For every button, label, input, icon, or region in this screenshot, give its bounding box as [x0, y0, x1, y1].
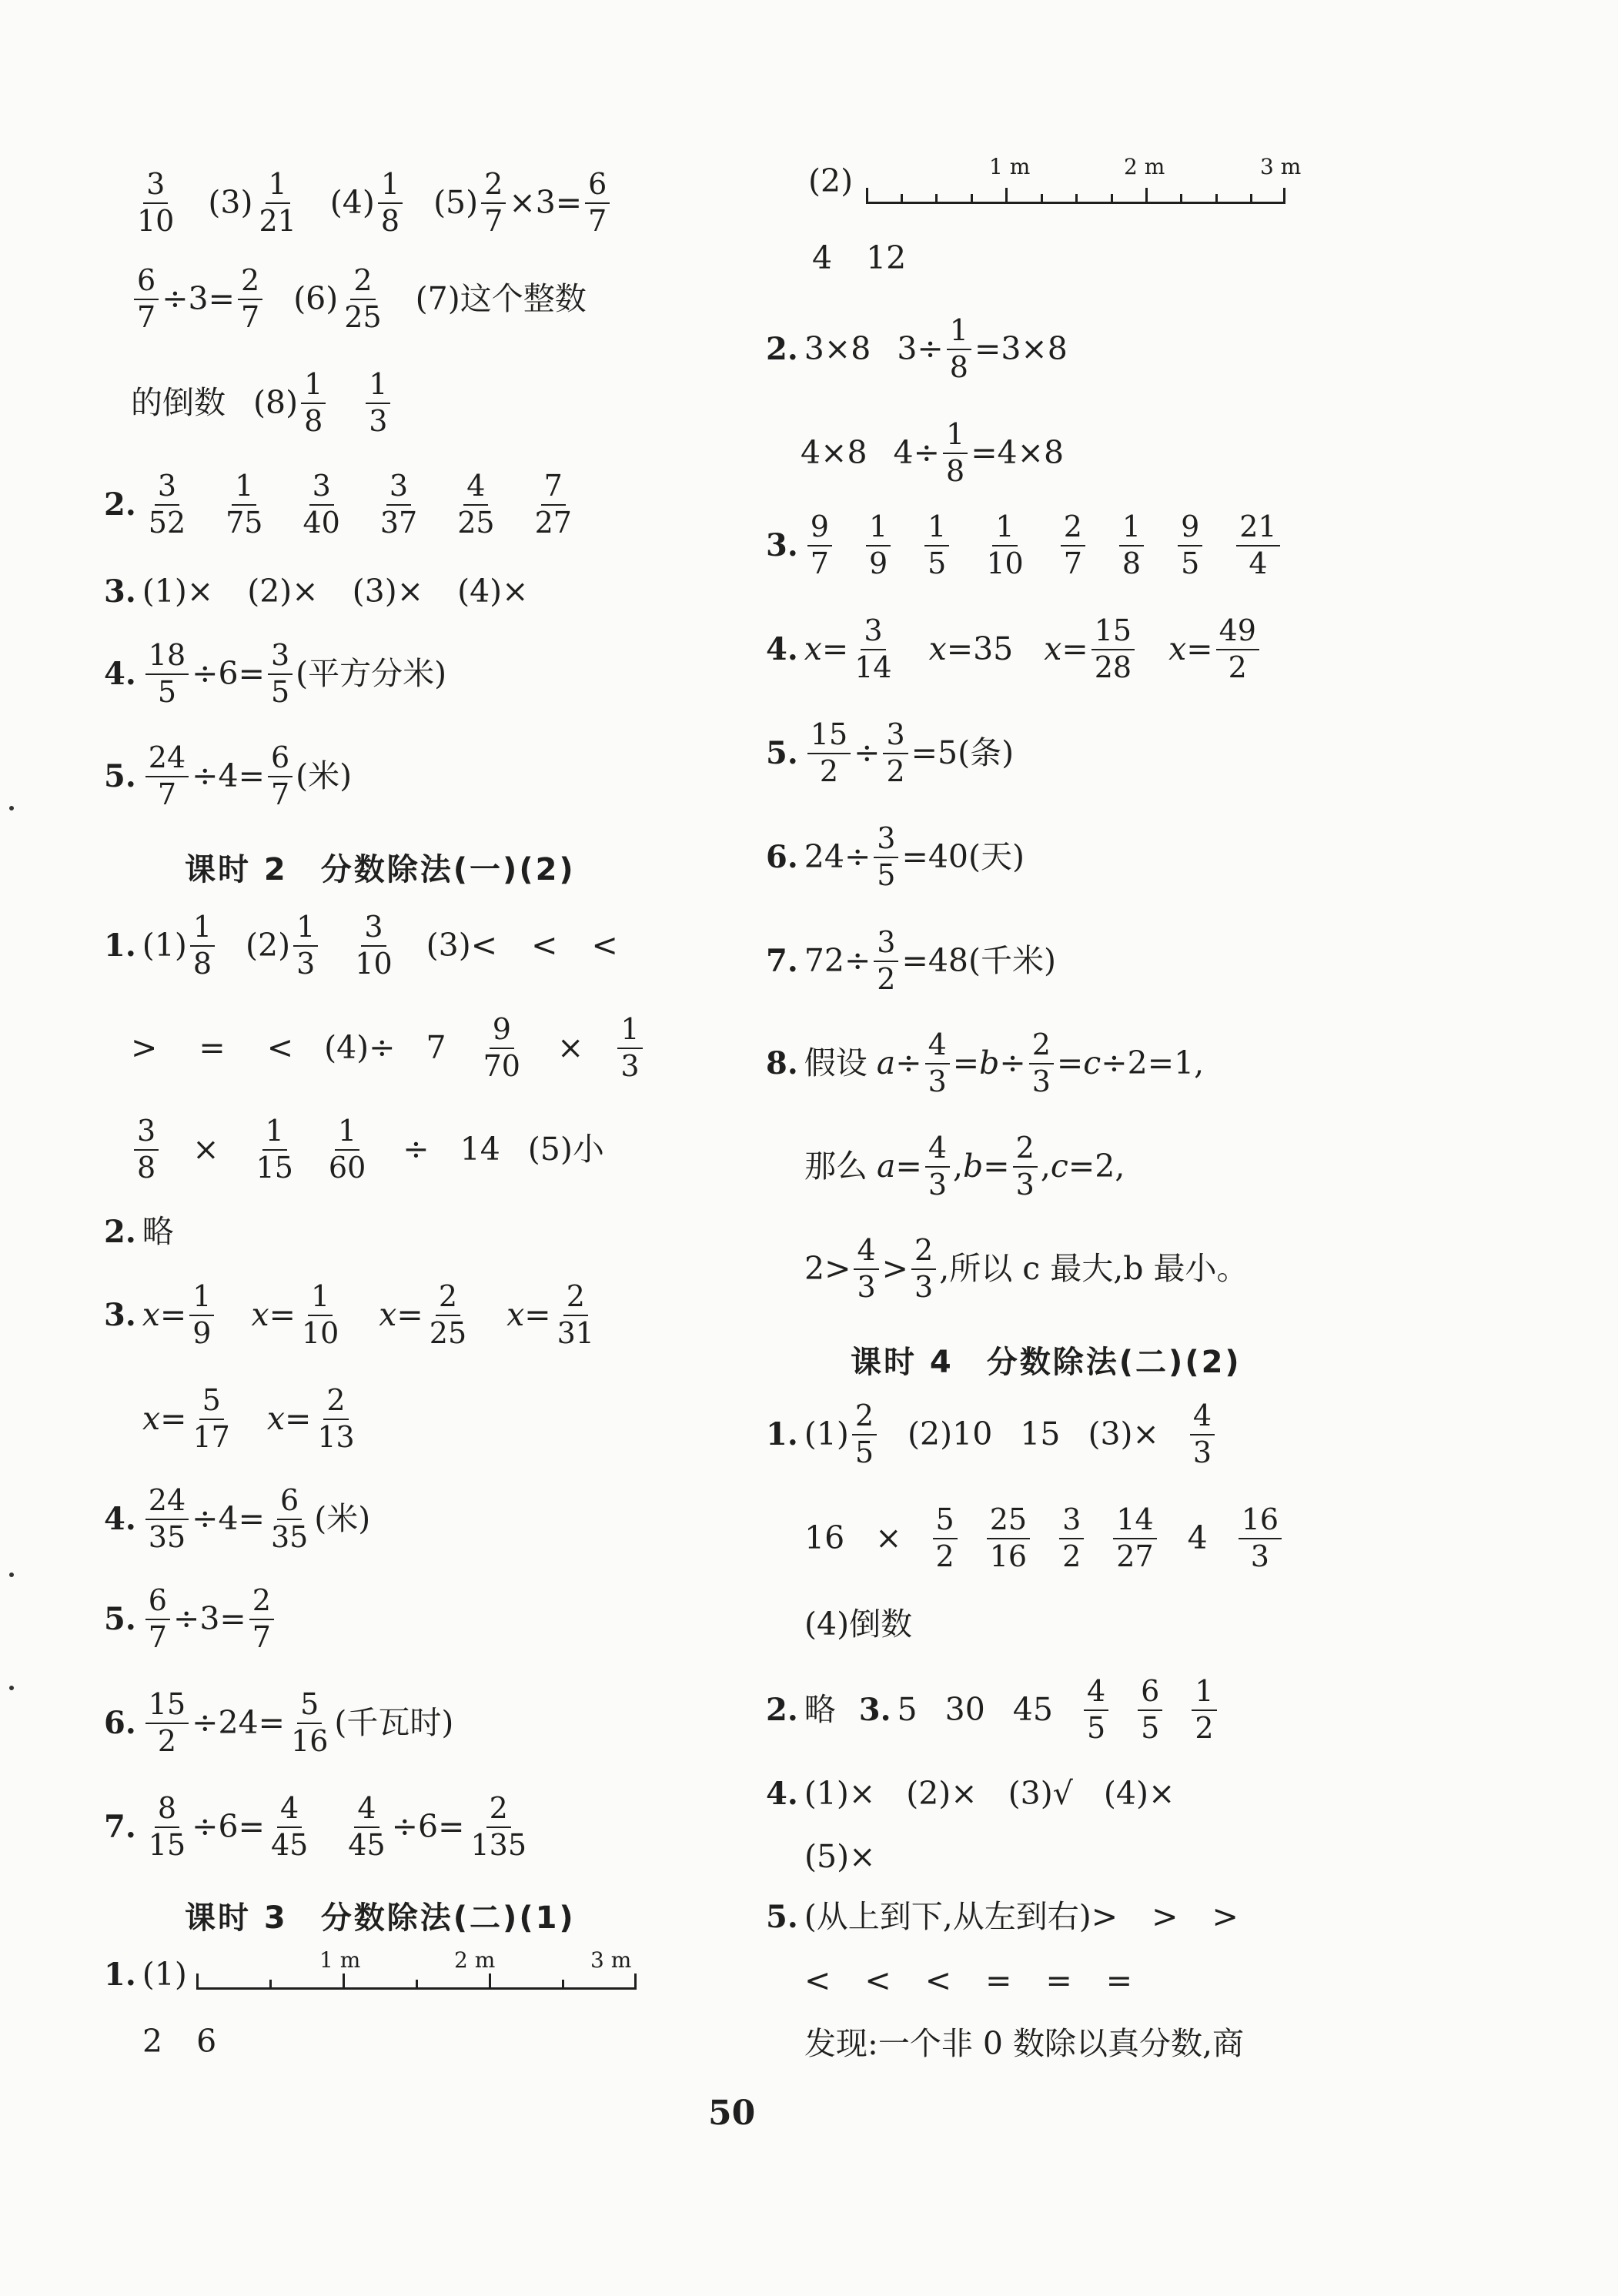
fraction: $\frac{5}{17}$	[192, 1383, 230, 1454]
answer-line: 16 × $\frac{5}{2}$ $\frac{25}{16}$ $\frac{3}{2}$ $\frac{14}{27}$ 4 $\frac{16}{3}$	[804, 1505, 1285, 1572]
fraction: $\frac{3}{14}$	[854, 613, 892, 684]
page-number: 50	[708, 2094, 756, 2133]
fraction: $\frac{1}{21}$	[259, 167, 296, 238]
fraction: $\frac{6}{7}$	[585, 169, 610, 237]
answer-line: 5. $\frac{6}{7}$ ÷ 3 = $\frac{2}{7}$	[104, 1586, 277, 1653]
answer-line: (5) ×	[804, 1838, 876, 1875]
answer-line: > = < (4) ÷ 7 $\frac{9}{70}$ × $\frac{1}{3}$	[131, 1014, 646, 1082]
answer-line: 6. $\frac{15}{2}$ ÷ 24 = $\frac{5}{16}$ (千瓦时)	[104, 1687, 454, 1758]
answer-line: 5. (从上到下,从左到右) > > >	[766, 1898, 1239, 1935]
fraction: $\frac{3}{5}$	[874, 824, 898, 891]
fraction: $\frac{1}{9}$	[189, 1282, 214, 1349]
answer-line: 4 × 8 4 ÷ $\frac{1}{8}$ = 4 × 8	[801, 417, 1065, 488]
section-heading: 课时 4 分数除法(二)(2)	[851, 1345, 1242, 1380]
fraction: $\frac{1}{60}$	[328, 1114, 366, 1185]
print-speck	[9, 806, 14, 810]
answer-line: 1. (1) $\frac{2}{5}$ (2) 10 15 (3) × $\frac{4}{3}$	[766, 1401, 1218, 1469]
answer-line: 1. (1) $\frac{1}{8}$ (2) $\frac{1}{3}$ $\frac{3}{10}$ (3) < < <	[104, 910, 618, 981]
answer-line: 那么 a = $\frac{4}{3}$ , b = $\frac{2}{3}$ , c = 2 ,	[804, 1131, 1125, 1201]
fraction: $\frac{4}{25}$	[457, 469, 495, 540]
fraction: $\frac{1}{3}$	[366, 369, 390, 437]
section-heading: 课时 2 分数除法(一)(2)	[185, 852, 576, 887]
answer-line: 的倒数 (8) $\frac{1}{8}$ $\frac{1}{3}$	[131, 369, 393, 437]
fraction: $\frac{2}{3}$	[1029, 1030, 1054, 1098]
fraction: $\frac{4}{5}$	[1084, 1676, 1108, 1744]
answer-line: 8. 假设 a ÷ $\frac{4}{3}$ = b ÷ $\frac{2}{3}$ = c ÷ 2 = 1 ,	[766, 1028, 1205, 1098]
answer-line: (4)倒数	[804, 1606, 913, 1643]
print-speck	[9, 1686, 14, 1690]
ruler: 1 m 2 m 3 m	[196, 1947, 639, 2001]
fraction: $\frac{18}{5}$	[145, 640, 189, 708]
answer-line: 5. $\frac{24}{7}$ ÷ 4 = $\frac{6}{7}$ (米)	[104, 740, 353, 811]
fraction: $\frac{2}{7}$	[238, 266, 262, 333]
fraction: $\frac{1}{8}$	[378, 169, 403, 237]
fraction: $\frac{7}{27}$	[534, 469, 572, 540]
answer-line: 发现:一个非 0 数除以真分数,商	[804, 2025, 1244, 2062]
answer-line: 3. $\frac{9}{7}$ $\frac{1}{9}$ $\frac{1}{5}$ $\frac{1}{10}$ $\frac{2}{7}$ $\frac{1}{8}$ $\frac{9}{5}$ $\frac{21}{4}$	[766, 512, 1283, 580]
answer-line: 7. 72 ÷ $\frac{3}{2}$ = 48 (千米)	[766, 925, 1057, 996]
fraction: $\frac{5}{16}$	[291, 1687, 329, 1758]
fraction: $\frac{2}{25}$	[344, 263, 382, 334]
fraction: $\frac{14}{27}$	[1113, 1505, 1156, 1572]
fraction: $\frac{1}{8}$	[943, 419, 968, 487]
answer-line: $\frac{3}{8}$ × $\frac{1}{15}$ $\frac{1}{60}$ ÷ 14 (5)小	[131, 1116, 604, 1184]
fraction: $\frac{2}{135}$	[470, 1791, 527, 1862]
fraction: $\frac{3}{8}$	[134, 1116, 159, 1184]
fraction: $\frac{2}{13}$	[317, 1383, 355, 1454]
fraction: $\frac{4}{3}$	[1190, 1401, 1215, 1469]
answer-line: 4. (1) × (2) × (3) √ (4) ×	[766, 1775, 1175, 1812]
answer-line: 3. x = $\frac{1}{9}$ x = $\frac{1}{10}$ x = $\frac{2}{25}$ x = $\frac{2}{31}$	[104, 1282, 600, 1349]
answer-line: 2 > $\frac{4}{3}$ > $\frac{2}{3}$ ,所以 c 最大,b 最小。	[804, 1233, 1249, 1304]
fraction: $\frac{3}{2}$	[1059, 1505, 1084, 1572]
answer-line: 5. $\frac{15}{2}$ ÷ $\frac{3}{2}$ = 5 (条)	[766, 717, 1015, 788]
fraction: $\frac{2}{31}$	[557, 1279, 594, 1350]
fraction: $\frac{9}{5}$	[1178, 512, 1202, 580]
section-heading: 课时 3 分数除法(二)(1)	[185, 1900, 576, 1936]
fraction: $\frac{3}{40}$	[303, 469, 340, 540]
answer-line: $\frac{3}{10}$ (3) $\frac{1}{21}$ (4) $\frac{1}{8}$ (5) $\frac{2}{7}$ × 3 = $\frac{6}{7}$	[131, 169, 613, 237]
answer-line: 7. $\frac{8}{15}$ ÷ 6 = $\frac{4}{45}$ $\frac{4}{45}$ ÷ 6 = $\frac{2}{135}$	[104, 1793, 533, 1861]
fraction: $\frac{5}{2}$	[933, 1505, 958, 1572]
answer-line: 4. x = $\frac{3}{14}$ x = 35 x = $\frac{15}{28}$ x = $\frac{49}{2}$	[766, 616, 1262, 683]
fraction: $\frac{2}{5}$	[852, 1401, 877, 1469]
fraction: $\frac{3}{2}$	[883, 720, 908, 787]
fraction: $\frac{6}{7}$	[145, 1586, 170, 1653]
fraction: $\frac{6}{7}$	[134, 266, 159, 333]
answer-line: 2. 略 3. 5 30 45 $\frac{4}{5}$ $\frac{6}{5}$ $\frac{1}{2}$	[766, 1676, 1220, 1744]
fraction: $\frac{2}{3}$	[911, 1235, 936, 1303]
fraction: $\frac{24}{7}$	[145, 743, 189, 810]
fraction: $\frac{25}{16}$	[987, 1505, 1030, 1572]
answer-line: 2 6	[142, 2023, 217, 2060]
answer-line: 4. $\frac{18}{5}$ ÷ 6 = $\frac{3}{5}$ (平方分米)	[104, 638, 447, 709]
answer-line: 3. (1) × (2) × (3) × (4) ×	[104, 573, 529, 610]
fraction: $\frac{3}{10}$	[355, 910, 393, 981]
fraction: $\frac{15}{2}$	[807, 720, 851, 787]
fraction: $\frac{3}{10}$	[137, 167, 175, 238]
fraction: $\frac{1}{10}$	[986, 510, 1024, 580]
fraction: $\frac{6}{35}$	[270, 1483, 309, 1554]
fraction: $\frac{2}{7}$	[1061, 512, 1085, 580]
fraction: $\frac{1}{15}$	[256, 1114, 293, 1185]
fraction: $\frac{1}{8}$	[301, 369, 326, 437]
answer-line: 2. 3 × 8 3 ÷ $\frac{1}{8}$ = 3 × 8	[766, 313, 1068, 384]
answer-line: $\frac{6}{7}$ ÷ 3 = $\frac{2}{7}$ (6) $\frac{2}{25}$ (7) 这个整数	[131, 266, 587, 333]
fraction: $\frac{21}{4}$	[1236, 512, 1279, 580]
fraction: $\frac{6}{7}$	[268, 743, 293, 810]
fraction: $\frac{2}{25}$	[429, 1279, 467, 1350]
fraction: $\frac{15}{2}$	[145, 1689, 189, 1757]
fraction: $\frac{4}{45}$	[348, 1791, 386, 1862]
answer-line: 4. $\frac{24}{35}$ ÷ 4 = $\frac{6}{35}$ (米)	[104, 1483, 371, 1554]
fraction: $\frac{3}{37}$	[379, 469, 418, 540]
answer-line: (2)	[808, 162, 854, 199]
fraction: $\frac{16}{3}$	[1239, 1505, 1282, 1572]
fraction: $\frac{24}{35}$	[145, 1486, 189, 1553]
fraction: $\frac{1}{2}$	[1192, 1676, 1216, 1744]
answer-line: 4 12	[812, 239, 907, 276]
answer-line: x = $\frac{5}{17}$ x = $\frac{2}{13}$	[142, 1385, 361, 1453]
answer-line: 6. 24 ÷ $\frac{3}{5}$ = 40 (天)	[766, 821, 1025, 892]
fraction: $\frac{1}{9}$	[866, 512, 891, 580]
fraction: $\frac{1}{3}$	[293, 912, 318, 980]
answer-line: 1. (1)	[104, 1956, 187, 1993]
ruler: 1 m 2 m 3 m	[866, 154, 1309, 208]
fraction: $\frac{4}{45}$	[270, 1791, 309, 1862]
fraction: $\frac{1}{5}$	[924, 512, 949, 580]
fraction: $\frac{1}{8}$	[947, 316, 971, 383]
print-speck	[9, 1572, 14, 1577]
fraction: $\frac{15}{28}$	[1091, 616, 1135, 683]
fraction: $\frac{2}{7}$	[481, 169, 506, 237]
fraction: $\frac{4}{3}$	[854, 1235, 878, 1303]
fraction: $\frac{1}{3}$	[617, 1014, 642, 1082]
fraction: $\frac{1}{8}$	[1119, 512, 1144, 580]
fraction: $\frac{49}{2}$	[1216, 616, 1259, 683]
fraction: $\frac{9}{70}$	[483, 1012, 520, 1083]
fraction: $\frac{8}{15}$	[148, 1791, 186, 1862]
fraction: $\frac{1}{10}$	[301, 1279, 339, 1350]
fraction: $\frac{6}{5}$	[1138, 1676, 1162, 1744]
answer-line: 2. 略	[104, 1213, 174, 1250]
fraction: $\frac{2}{3}$	[1013, 1133, 1038, 1201]
fraction: $\frac{2}{7}$	[249, 1586, 274, 1653]
fraction: $\frac{3}{52}$	[148, 469, 186, 540]
fraction: $\frac{9}{7}$	[807, 512, 832, 580]
answer-line: < < < = = =	[804, 1962, 1133, 1999]
fraction: $\frac{1}{75}$	[226, 469, 263, 540]
fraction: $\frac{3}{5}$	[268, 640, 293, 708]
fraction: $\frac{1}{8}$	[190, 912, 215, 980]
fraction: $\frac{3}{2}$	[874, 927, 898, 995]
fraction: $\frac{4}{3}$	[925, 1133, 950, 1201]
fraction: $\frac{4}{3}$	[925, 1030, 950, 1098]
answer-line: 2. $\frac{3}{52}$ $\frac{1}{75}$ $\frac{3}{40}$ $\frac{3}{37}$ $\frac{4}{25}$ $\frac{7}{27}$	[104, 471, 578, 539]
